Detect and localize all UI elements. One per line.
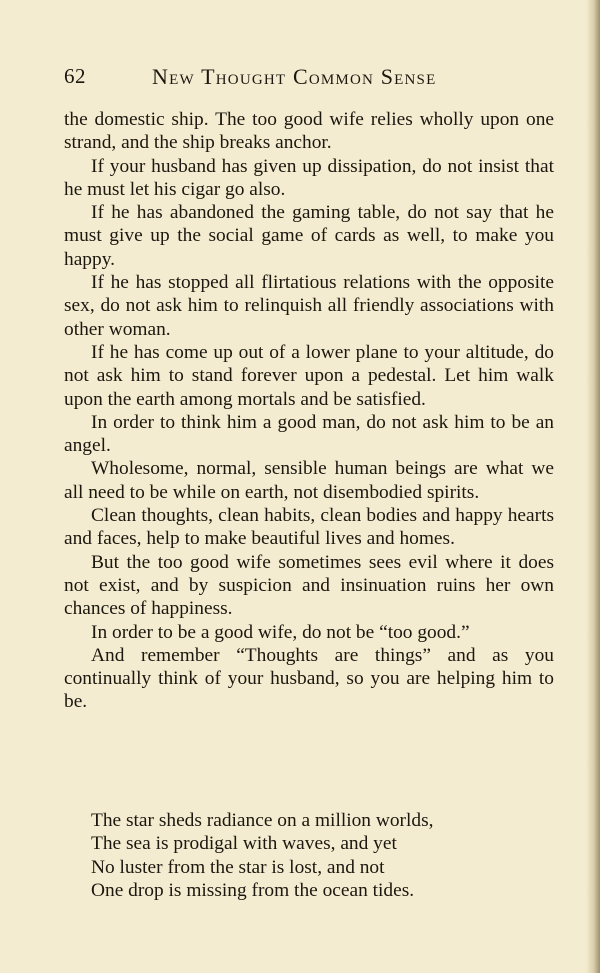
paragraph-gaming-table: If he has abandoned the gaming table, do not say that he must give up the social game of cards as well, to make you happy. — [64, 202, 554, 270]
poem-line: The sea is prodigal with waves, and yet — [91, 833, 397, 855]
running-header — [64, 64, 554, 94]
paragraph-thoughts-are-things: And remember “Thoughts are things” and as you continually think of your husband, so you are helping him to be. — [64, 644, 554, 713]
paragraph-wholesome: Wholesome, normal, sensible human beings are what we all need to be while on earth, not disembodied spirits. — [64, 458, 554, 503]
poem — [91, 809, 551, 902]
running-title: New Thought Common Sense — [152, 64, 437, 89]
paragraph-angel: In order to think him a good man, do not ask him to be an angel. — [64, 411, 554, 457]
poem-line: The star sheds radiance on a million worlds, — [91, 810, 434, 831]
page-edge-shadow — [586, 0, 600, 973]
paragraph-too-good: In order to be a good wife, do not be “too good.” — [91, 621, 470, 643]
paragraph-suspicion: But the too good wife sometimes sees evil where it does not exist, and by suspicion and insinuation ruins her own chances of happiness. — [64, 551, 554, 620]
paragraph-cigar: If your husband has given up dissipation, do not insist that he must let his cigar go also. — [64, 155, 554, 200]
paragraph-flirtatious: If he has stopped all flirtatious relations with the opposite sex, do not ask him to relinquish all friendly associations with other woman. — [64, 272, 554, 340]
poem-line: One drop is missing from the ocean tides. — [91, 879, 415, 901]
paragraph-clean-thoughts: Clean thoughts, clean habits, clean bodies and happy hearts and faces, help to make beautiful lives and homes. — [64, 505, 554, 550]
poem-line: No luster from the star is lost, and not — [91, 856, 385, 878]
page-number: 62 — [64, 64, 86, 88]
body-text — [64, 108, 554, 714]
paragraph-continued: the domestic ship. The too good wife relies wholly upon one strand, and the ship breaks anchor. — [64, 109, 554, 154]
paragraph-pedestal: If he has come up out of a lower plane to your altitude, do not ask him to stand forever upon a pedestal. Let him walk upon the earth among mortals and be satisfied. — [64, 341, 554, 410]
